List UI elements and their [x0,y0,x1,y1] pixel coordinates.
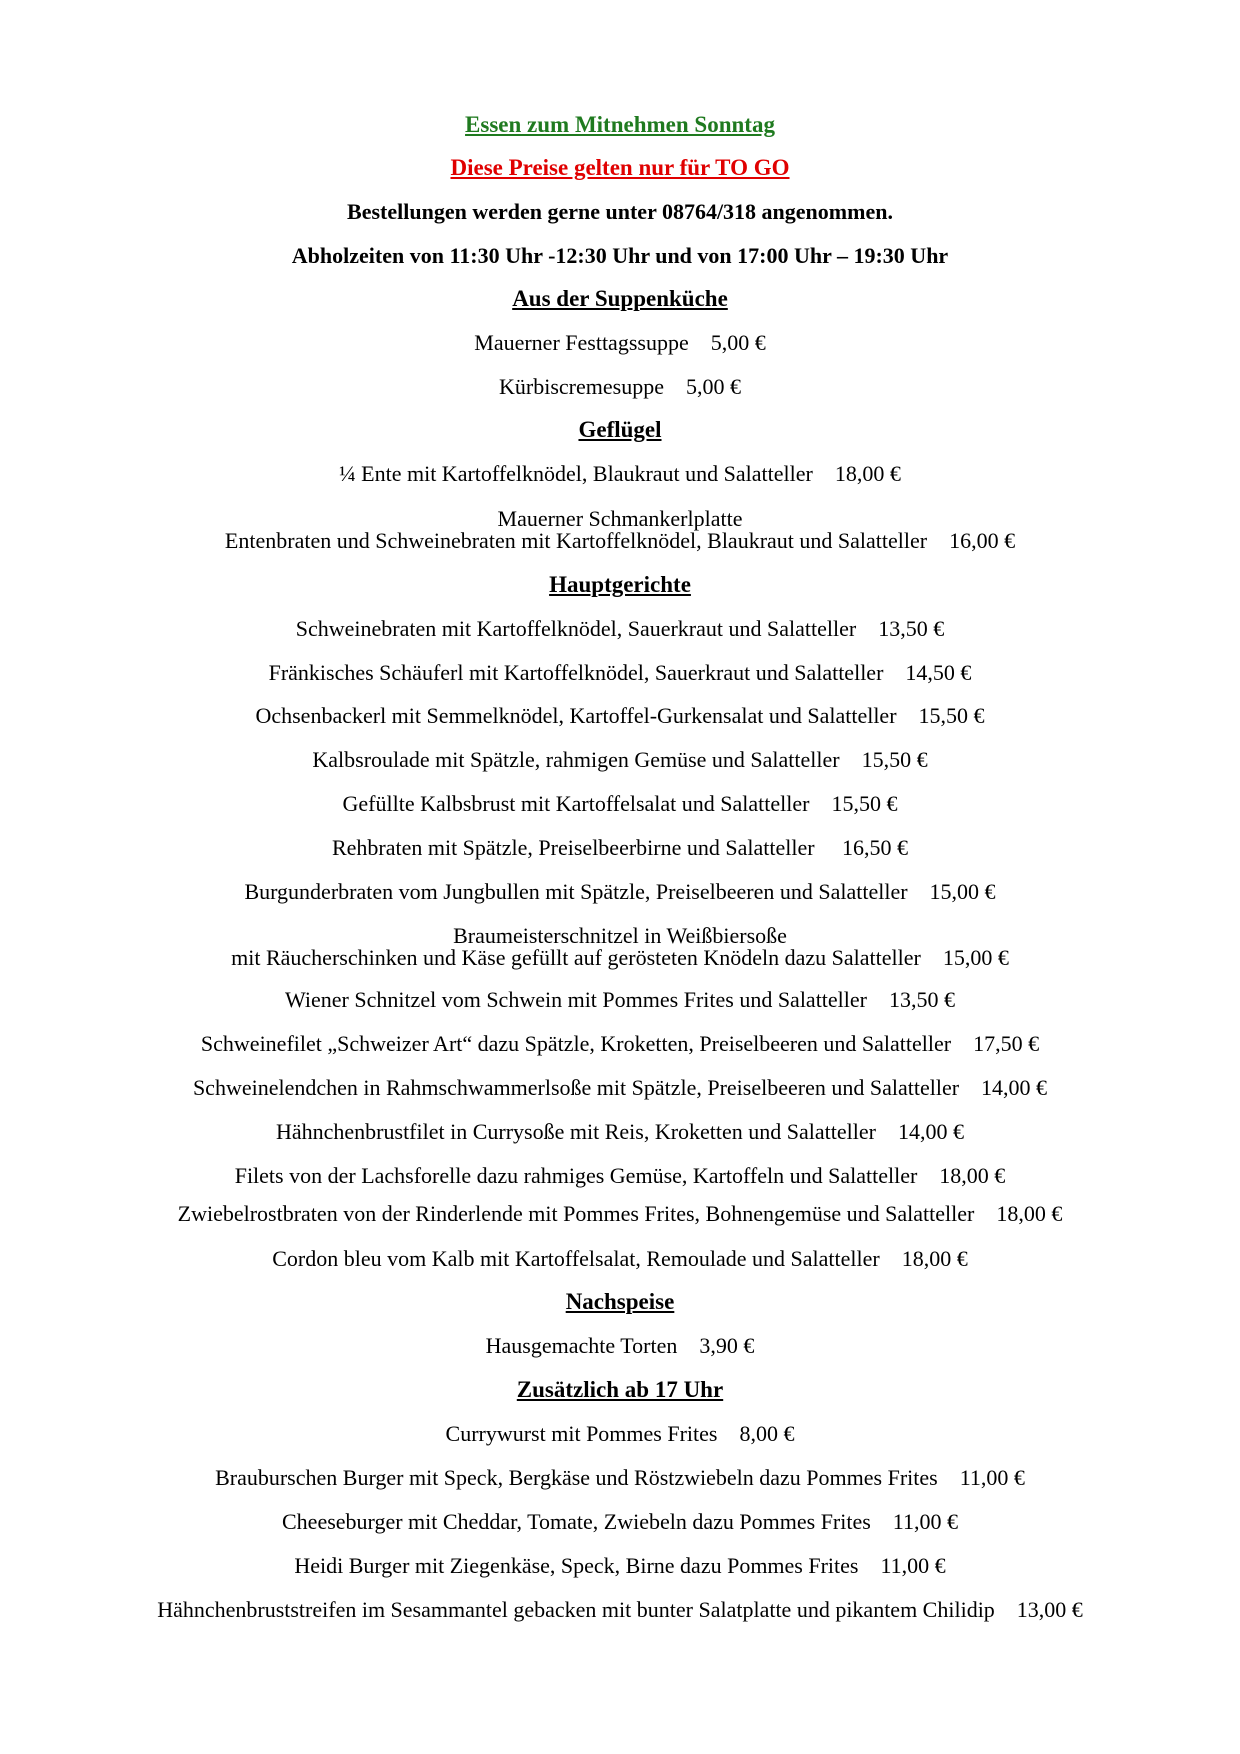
menu-item: Burgunderbraten vom Jungbullen mit Spätzle, Preiselbeeren und Salatteller 15,00 € [244,879,996,904]
page-title: Essen zum Mitnehmen Sonntag [465,112,775,137]
menu-item: Zwiebelrostbraten von der Rinderlende mit Pommes Frites, Bohnengemüse und Salatteller 18,00 € [177,1201,1063,1226]
menu-item: Kürbiscremesuppe 5,00 € [499,374,741,399]
menu-item: Rehbraten mit Spätzle, Preiselbeerbirne und Salatteller 16,50 € [331,835,909,860]
menu-item: Cordon bleu vom Kalb mit Kartoffelsalat, Remoulade und Salatteller 18,00 € [272,1246,968,1271]
menu-item: Schweinebraten mit Kartoffelknödel, Sauerkraut und Salatteller 13,50 € [295,616,945,641]
section-heading-evening: Zusätzlich ab 17 Uhr [516,1377,724,1402]
menu-item: Schweinefilet „Schweizer Art“ dazu Spätzle, Kroketten, Preiselbeeren und Salatteller 17,50 € [200,1031,1040,1056]
order-phone-info: Bestellungen werden gerne unter 08764/318 angenommen. [347,199,893,224]
menu-item: Cheeseburger mit Cheddar, Tomate, Zwiebeln dazu Pommes Frites 11,00 € [282,1509,958,1534]
menu-item: Entenbraten und Schweinebraten mit Kartoffelknödel, Blaukraut und Salatteller 16,00 € [224,528,1016,553]
pickup-times: Abholzeiten von 11:30 Uhr -12:30 Uhr und von 17:00 Uhr – 19:30 Uhr [291,243,949,268]
menu-item: mit Räucherschinken und Käse gefüllt auf gerösteten Knödeln dazu Salatteller 15,00 € [231,945,1009,970]
section-heading-mains: Hauptgerichte [549,572,691,597]
menu-item-title: Mauerner Schmankerlplatte [497,506,743,531]
menu-item: Fränkisches Schäuferl mit Kartoffelknödel, Sauerkraut und Salatteller 14,50 € [268,660,972,685]
menu-item: Currywurst mit Pommes Frites 8,00 € [445,1421,795,1446]
section-heading-poultry: Geflügel [578,417,662,442]
section-heading-soup: Aus der Suppenküche [512,286,728,311]
menu-item: Heidi Burger mit Ziegenkäse, Speck, Birne dazu Pommes Frites 11,00 € [294,1553,946,1578]
menu-item: Hähnchenbruststreifen im Sesammantel gebacken mit bunter Salatplatte und pikantem Chilidip 13,00 € [157,1597,1083,1622]
menu-item: Wiener Schnitzel vom Schwein mit Pommes Frites und Salatteller 13,50 € [284,987,955,1012]
menu-item-title: Braumeisterschnitzel in Weißbiersoße [453,923,787,948]
to-go-notice: Diese Preise gelten nur für TO GO [450,155,790,180]
menu-item: Filets von der Lachsforelle dazu rahmiges Gemüse, Kartoffeln und Salatteller 18,00 € [234,1163,1006,1188]
menu-item: Mauerner Festtagssuppe 5,00 € [474,330,766,355]
section-heading-dessert: Nachspeise [565,1289,675,1314]
menu-item: Kalbsroulade mit Spätzle, rahmigen Gemüse und Salatteller 15,50 € [312,747,928,772]
menu-item: Ochsenbackerl mit Semmelknödel, Kartoffel-Gurkensalat und Salatteller 15,50 € [255,703,985,728]
menu-item: Brauburschen Burger mit Speck, Bergkäse und Röstzwiebeln dazu Pommes Frites 11,00 € [215,1465,1025,1490]
menu-item: ¼ Ente mit Kartoffelknödel, Blaukraut und Salatteller 18,00 € [339,461,901,486]
menu-item: Gefüllte Kalbsbrust mit Kartoffelsalat und Salatteller 15,50 € [342,791,898,816]
menu-item: Schweinelendchen in Rahmschwammerlsoße mit Spätzle, Preiselbeeren und Salatteller 14,00 € [192,1075,1048,1100]
menu-item: Hähnchenbrustfilet in Currysoße mit Reis, Kroketten und Salatteller 14,00 € [276,1119,964,1144]
menu-item: Hausgemachte Torten 3,90 € [485,1333,755,1358]
